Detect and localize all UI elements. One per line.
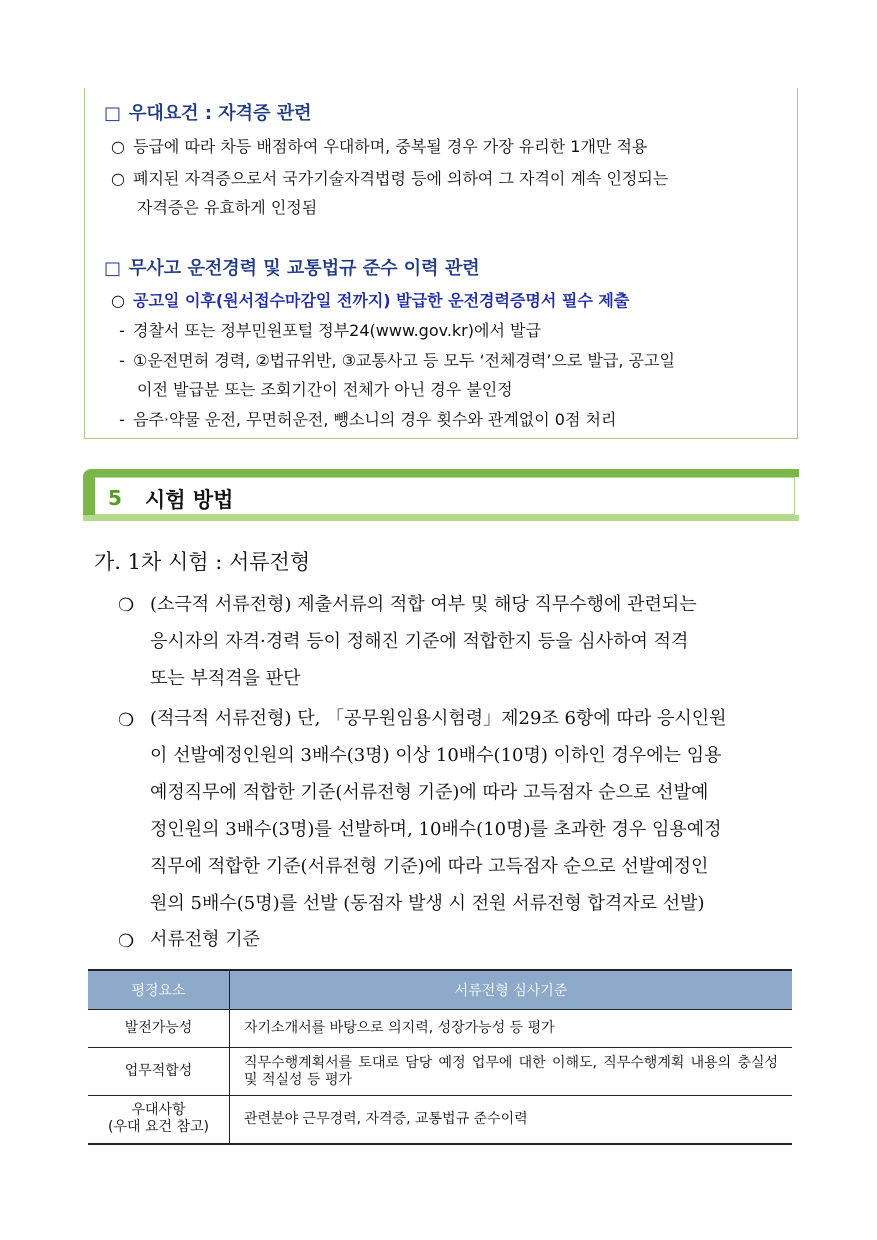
- heading-license: [104, 99, 312, 125]
- driving-dash-2: - ①운전면허 경력, ②법규위반, ③교통사고 등 모두 ‘전체경력’으로 발급, 공고일: [119, 351, 675, 370]
- table-cell: 발전가능성: [88, 1010, 230, 1048]
- heading-license-text: 우대요건 : 자격증 관련: [129, 103, 312, 124]
- driving-dash-1: - 경찰서 또는 정부민원포털 정부24(www.gov.kr)에서 발급: [119, 321, 541, 340]
- table-header-row: [88, 970, 792, 1010]
- circle-bullet-icon: ○: [111, 291, 125, 310]
- license-line-2: ○ 폐지된 자격증으로서 국가기술자격법령 등에 의하여 그 자격이 계속 인정되는: [111, 169, 669, 188]
- passive-screening-paragraph: (소극적 서류전형) 제출서류의 적합 여부 및 해당 직무수행에 관련되는 응시자의 자격·경력 등이 정해진 기준에 적합한지 등을 심사하여 적격 또는 부적격을 판단: [150, 594, 697, 689]
- hollow-circle-bullet-icon: ❍: [118, 595, 135, 616]
- square-bullet-icon: □: [104, 258, 122, 279]
- license-line-3: 자격증은 유효하게 인정됨: [137, 198, 318, 217]
- table-cell: 자기소개서를 바탕으로 의지력, 성장가능성 등 평가: [230, 1010, 793, 1048]
- section-number: 5: [108, 486, 122, 510]
- table-cell: 우대사항 (우대 요건 참고): [88, 1096, 230, 1144]
- table-row: [88, 1096, 792, 1144]
- circle-bullet-icon: ○: [111, 169, 125, 188]
- table-row: [88, 1048, 792, 1096]
- table-row: [88, 1010, 792, 1048]
- hollow-circle-bullet-icon: ❍: [118, 710, 135, 731]
- driving-dash-2-cont: 이전 발급분 또는 조회기간이 전체가 아닌 경우 불인정: [137, 380, 513, 399]
- table-cell: 관련분야 근무경력, 자격증, 교통법규 준수이력: [230, 1096, 793, 1144]
- sub-heading: 가. 1차 시험 : 서류전형: [94, 550, 311, 574]
- table-cell: 직무수행계획서를 토대로 담당 예정 업무에 대한 이해도, 직무수행계획 내용의 충실성 및 적실성 등 평가: [230, 1048, 793, 1096]
- square-bullet-icon: □: [104, 103, 122, 124]
- criteria-label: 서류전형 기준: [150, 929, 261, 950]
- circle-bullet-icon: ○: [111, 137, 125, 156]
- driving-dash-3: - 음주·약물 운전, 무면허운전, 뺑소니의 경우 횟수와 관계없이 0점 처리: [119, 410, 617, 429]
- hollow-circle-bullet-icon: ❍: [118, 931, 135, 952]
- heading-driving: [104, 254, 480, 280]
- table-cell: 업무적합성: [88, 1048, 230, 1096]
- table-header-cell: 서류전형 심사기준: [230, 970, 793, 1010]
- section-title: 시험 방법: [145, 488, 234, 512]
- heading-driving-text: 무사고 운전경력 및 교통법규 준수 이력 관련: [129, 258, 480, 279]
- screening-criteria-table: [88, 969, 792, 1145]
- table-header-cell: 평정요소: [88, 970, 230, 1010]
- driving-required: ○ 공고일 이후(원서접수마감일 전까지) 발급한 운전경력증명서 필수 제출: [111, 291, 630, 310]
- license-line-1: ○ 등급에 따라 차등 배점하여 우대하며, 중복될 경우 가장 유리한 1개만 적용: [111, 137, 648, 156]
- active-screening-paragraph: (적극적 서류전형) 단, 「공무원임용시험령」제29조 6항에 따라 응시인원 이 선발예정인원의 3배수(3명) 이상 10배수(10명) 이하인 경우에는 임용 예정직무에 적합한 기준(서류전형 기준)에 따라 고득점자 순으로 선발예 정인원의 3배수(3명)를 선발하며, 10배수(10명)를 초과한 경우 임용예정 직무에 적합한 기준(서류전형 기준)에 따라 고득점자 순으로 선발예정인 원의 5배수(5명)를 선발 (동점자 발생 시 전원 서류전형 합격자로 선발): [150, 708, 727, 914]
